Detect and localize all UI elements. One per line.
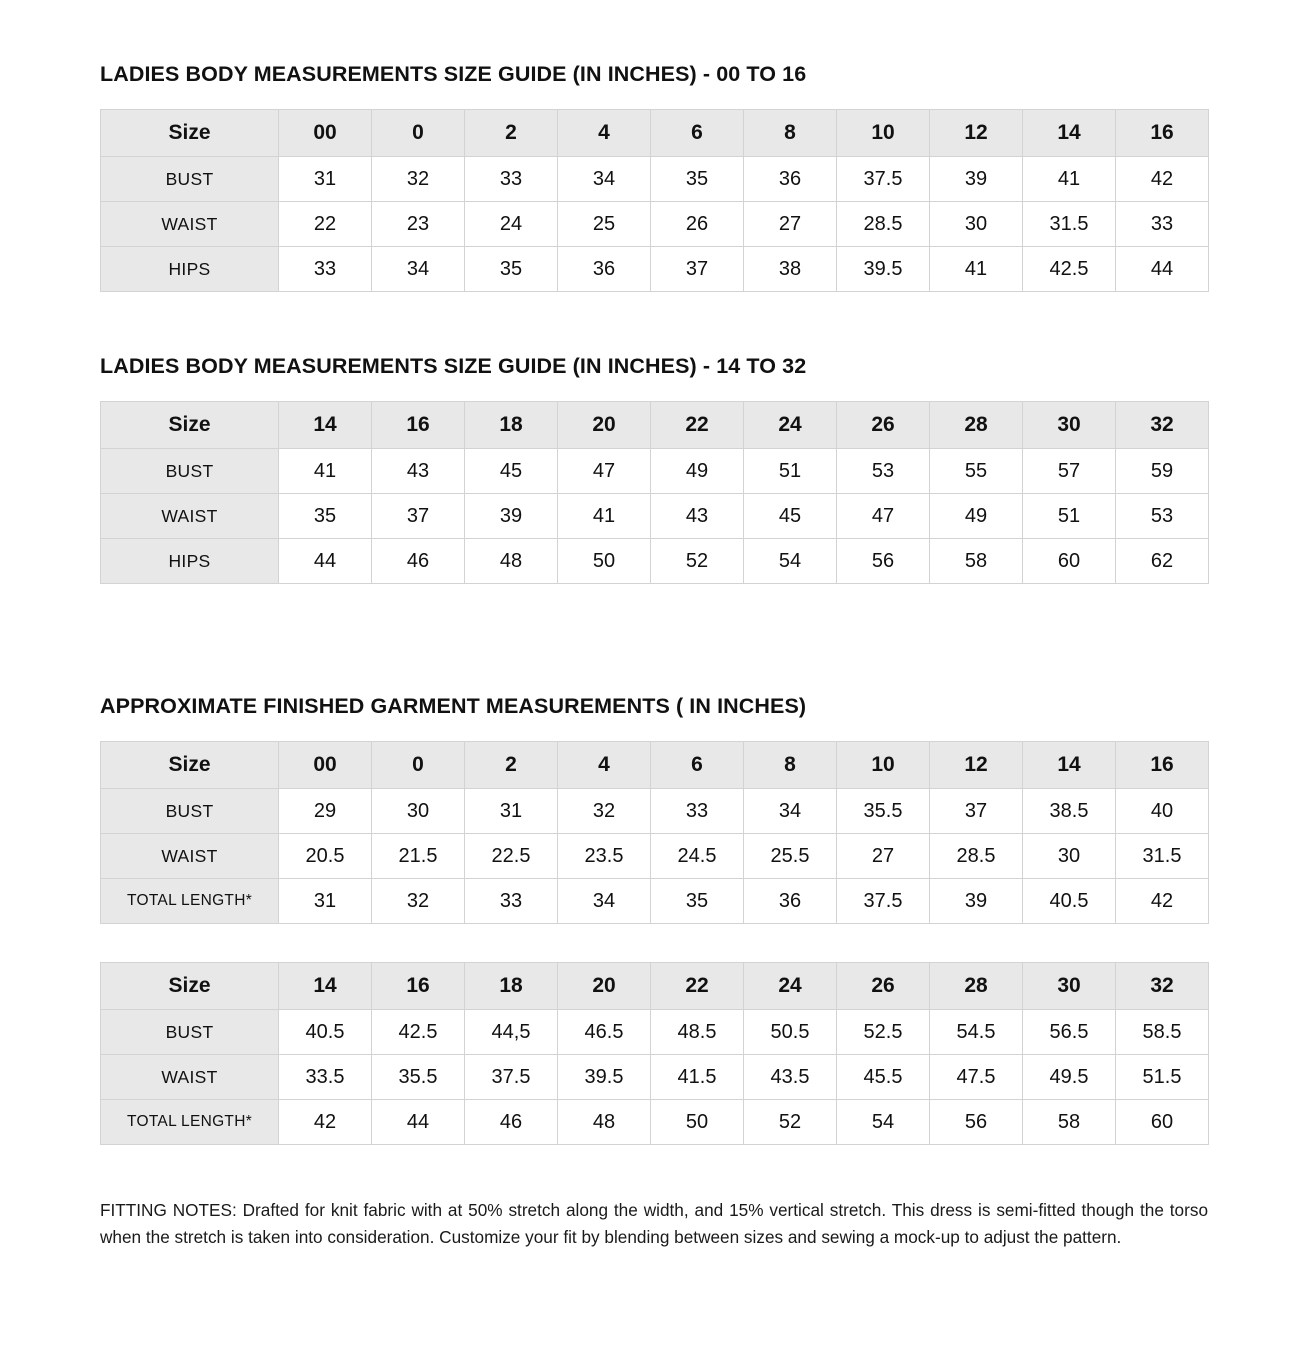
cell: 46.5 [558, 1010, 651, 1055]
table-row [101, 449, 1209, 494]
row-label-waist: WAIST [101, 202, 279, 247]
cell: 47 [558, 449, 651, 494]
fitting-notes: FITTING NOTES: Drafted for knit fabric with at 50% stretch along the width, and 15% vertical stretch. This dress is semi-fitted though the torso when the stretch is taken into consideration. Customize your fit by blending between sizes and sewing a mock-up to adjust the pattern. [100, 1200, 1208, 1247]
cell: 52 [744, 1100, 837, 1145]
header-size-label: Size [101, 402, 279, 449]
header-size-9: 16 [1116, 742, 1209, 789]
page-title-garment-measurements: APPROXIMATE FINISHED GARMENT MEASUREMENTS ( IN INCHES) [100, 694, 807, 718]
cell: 44,5 [465, 1010, 558, 1055]
header-size-1: 16 [372, 402, 465, 449]
cell: 60 [1023, 539, 1116, 584]
row-label-bust: BUST [101, 789, 279, 834]
table-body-measurements-14-32 [100, 401, 1209, 584]
header-size-2: 2 [465, 742, 558, 789]
cell: 24.5 [651, 834, 744, 879]
cell: 30 [372, 789, 465, 834]
cell: 39.5 [558, 1055, 651, 1100]
cell: 33 [465, 157, 558, 202]
cell: 34 [372, 247, 465, 292]
header-size-2: 18 [465, 402, 558, 449]
cell: 26 [651, 202, 744, 247]
header-size-8: 14 [1023, 742, 1116, 789]
table-header-row [101, 742, 1209, 789]
header-size-7: 12 [930, 742, 1023, 789]
header-size-9: 32 [1116, 963, 1209, 1010]
cell: 31.5 [1023, 202, 1116, 247]
table-row [101, 494, 1209, 539]
cell: 38 [744, 247, 837, 292]
cell: 45.5 [837, 1055, 930, 1100]
cell: 33 [651, 789, 744, 834]
cell: 54 [837, 1100, 930, 1145]
cell: 29 [279, 789, 372, 834]
cell: 36 [558, 247, 651, 292]
cell: 33 [279, 247, 372, 292]
cell: 31 [465, 789, 558, 834]
cell: 60 [1116, 1100, 1209, 1145]
header-size-8: 30 [1023, 402, 1116, 449]
cell: 54.5 [930, 1010, 1023, 1055]
header-size-2: 18 [465, 963, 558, 1010]
cell: 44 [372, 1100, 465, 1145]
table-row [101, 1010, 1209, 1055]
table-row [101, 539, 1209, 584]
header-size-0: 14 [279, 402, 372, 449]
cell: 42.5 [372, 1010, 465, 1055]
header-size-8: 30 [1023, 963, 1116, 1010]
cell: 35 [651, 157, 744, 202]
header-size-4: 22 [651, 963, 744, 1010]
table-header-row [101, 402, 1209, 449]
table-row [101, 1100, 1209, 1145]
cell: 35.5 [372, 1055, 465, 1100]
header-size-9: 32 [1116, 402, 1209, 449]
cell: 43 [372, 449, 465, 494]
row-label-bust: BUST [101, 157, 279, 202]
cell: 50 [558, 539, 651, 584]
cell: 48 [558, 1100, 651, 1145]
table-header-row [101, 110, 1209, 157]
cell: 44 [279, 539, 372, 584]
cell: 45 [744, 494, 837, 539]
cell: 31 [279, 879, 372, 924]
cell: 52 [651, 539, 744, 584]
cell: 62 [1116, 539, 1209, 584]
cell: 37.5 [465, 1055, 558, 1100]
cell: 33 [465, 879, 558, 924]
header-size-6: 26 [837, 402, 930, 449]
table-spacer [100, 924, 1208, 962]
row-label-waist: WAIST [101, 1055, 279, 1100]
header-size-7: 28 [930, 402, 1023, 449]
cell: 41 [930, 247, 1023, 292]
header-size-9: 16 [1116, 110, 1209, 157]
cell: 41 [1023, 157, 1116, 202]
cell: 47.5 [930, 1055, 1023, 1100]
cell: 47 [837, 494, 930, 539]
cell: 27 [744, 202, 837, 247]
cell: 53 [837, 449, 930, 494]
cell: 44 [1116, 247, 1209, 292]
cell: 42 [1116, 157, 1209, 202]
cell: 39 [930, 879, 1023, 924]
cell: 49 [651, 449, 744, 494]
cell: 51 [744, 449, 837, 494]
table-body-measurements-00-16 [100, 109, 1209, 292]
cell: 45 [465, 449, 558, 494]
header-size-4: 22 [651, 402, 744, 449]
cell: 39.5 [837, 247, 930, 292]
cell: 39 [465, 494, 558, 539]
cell: 32 [372, 879, 465, 924]
cell: 48 [465, 539, 558, 584]
header-size-5: 8 [744, 110, 837, 157]
table-row [101, 247, 1209, 292]
header-size-2: 2 [465, 110, 558, 157]
cell: 35 [279, 494, 372, 539]
header-size-1: 0 [372, 110, 465, 157]
cell: 52.5 [837, 1010, 930, 1055]
cell: 53 [1116, 494, 1209, 539]
cell: 58 [1023, 1100, 1116, 1145]
cell: 42 [279, 1100, 372, 1145]
cell: 34 [558, 879, 651, 924]
cell: 37 [651, 247, 744, 292]
cell: 50.5 [744, 1010, 837, 1055]
row-label-bust: BUST [101, 449, 279, 494]
cell: 22.5 [465, 834, 558, 879]
cell: 49.5 [1023, 1055, 1116, 1100]
page-title-body-00-16: LADIES BODY MEASUREMENTS SIZE GUIDE (IN INCHES) - 00 TO 16 [100, 62, 807, 86]
cell: 34 [744, 789, 837, 834]
row-label-waist: WAIST [101, 834, 279, 879]
table-row [101, 879, 1209, 924]
cell: 41.5 [651, 1055, 744, 1100]
header-size-3: 4 [558, 742, 651, 789]
cell: 25.5 [744, 834, 837, 879]
cell: 39 [930, 157, 1023, 202]
cell: 37.5 [837, 879, 930, 924]
cell: 55 [930, 449, 1023, 494]
row-label-bust: BUST [101, 1010, 279, 1055]
cell: 48.5 [651, 1010, 744, 1055]
header-size-3: 20 [558, 402, 651, 449]
header-size-0: 00 [279, 110, 372, 157]
cell: 46 [465, 1100, 558, 1145]
header-size-6: 10 [837, 742, 930, 789]
row-label-waist: WAIST [101, 494, 279, 539]
cell: 22 [279, 202, 372, 247]
header-size-7: 28 [930, 963, 1023, 1010]
header-size-4: 6 [651, 742, 744, 789]
cell: 54 [744, 539, 837, 584]
cell: 46 [372, 539, 465, 584]
header-size-8: 14 [1023, 110, 1116, 157]
cell: 41 [558, 494, 651, 539]
row-label-total-length: TOTAL LENGTH* [101, 1100, 279, 1145]
header-size-5: 8 [744, 742, 837, 789]
cell: 25 [558, 202, 651, 247]
cell: 43 [651, 494, 744, 539]
cell: 23 [372, 202, 465, 247]
cell: 51.5 [1116, 1055, 1209, 1100]
cell: 37 [930, 789, 1023, 834]
cell: 56 [930, 1100, 1023, 1145]
header-size-0: 00 [279, 742, 372, 789]
cell: 33.5 [279, 1055, 372, 1100]
page-title-body-14-32: LADIES BODY MEASUREMENTS SIZE GUIDE (IN INCHES) - 14 TO 32 [100, 354, 807, 378]
cell: 38.5 [1023, 789, 1116, 834]
cell: 50 [651, 1100, 744, 1145]
cell: 41 [279, 449, 372, 494]
cell: 59 [1116, 449, 1209, 494]
table-header-row [101, 963, 1209, 1010]
table-garment-measurements-14-32 [100, 962, 1209, 1145]
header-size-0: 14 [279, 963, 372, 1010]
table-garment-measurements-00-16 [100, 741, 1209, 924]
cell: 42.5 [1023, 247, 1116, 292]
cell: 49 [930, 494, 1023, 539]
table-row [101, 157, 1209, 202]
table-row [101, 1055, 1209, 1100]
cell: 34 [558, 157, 651, 202]
cell: 40 [1116, 789, 1209, 834]
cell: 37.5 [837, 157, 930, 202]
cell: 56.5 [1023, 1010, 1116, 1055]
header-size-4: 6 [651, 110, 744, 157]
cell: 27 [837, 834, 930, 879]
cell: 30 [1023, 834, 1116, 879]
cell: 28.5 [837, 202, 930, 247]
cell: 35.5 [837, 789, 930, 834]
cell: 40.5 [1023, 879, 1116, 924]
header-size-label: Size [101, 110, 279, 157]
header-size-1: 16 [372, 963, 465, 1010]
cell: 31 [279, 157, 372, 202]
header-size-label: Size [101, 742, 279, 789]
cell: 36 [744, 157, 837, 202]
header-size-3: 20 [558, 963, 651, 1010]
cell: 32 [372, 157, 465, 202]
cell: 28.5 [930, 834, 1023, 879]
cell: 32 [558, 789, 651, 834]
cell: 24 [465, 202, 558, 247]
cell: 20.5 [279, 834, 372, 879]
cell: 31.5 [1116, 834, 1209, 879]
header-size-1: 0 [372, 742, 465, 789]
cell: 40.5 [279, 1010, 372, 1055]
cell: 36 [744, 879, 837, 924]
cell: 35 [651, 879, 744, 924]
cell: 30 [930, 202, 1023, 247]
cell: 37 [372, 494, 465, 539]
cell: 33 [1116, 202, 1209, 247]
cell: 56 [837, 539, 930, 584]
row-label-hips: HIPS [101, 539, 279, 584]
row-label-total-length: TOTAL LENGTH* [101, 879, 279, 924]
table-row [101, 789, 1209, 834]
cell: 35 [465, 247, 558, 292]
header-size-5: 24 [744, 963, 837, 1010]
cell: 23.5 [558, 834, 651, 879]
cell: 51 [1023, 494, 1116, 539]
table-row [101, 834, 1209, 879]
header-size-6: 26 [837, 963, 930, 1010]
header-size-5: 24 [744, 402, 837, 449]
cell: 43.5 [744, 1055, 837, 1100]
header-size-7: 12 [930, 110, 1023, 157]
cell: 42 [1116, 879, 1209, 924]
table-row [101, 202, 1209, 247]
cell: 21.5 [372, 834, 465, 879]
header-size-label: Size [101, 963, 279, 1010]
cell: 58 [930, 539, 1023, 584]
cell: 57 [1023, 449, 1116, 494]
row-label-hips: HIPS [101, 247, 279, 292]
cell: 58.5 [1116, 1010, 1209, 1055]
header-size-6: 10 [837, 110, 930, 157]
header-size-3: 4 [558, 110, 651, 157]
